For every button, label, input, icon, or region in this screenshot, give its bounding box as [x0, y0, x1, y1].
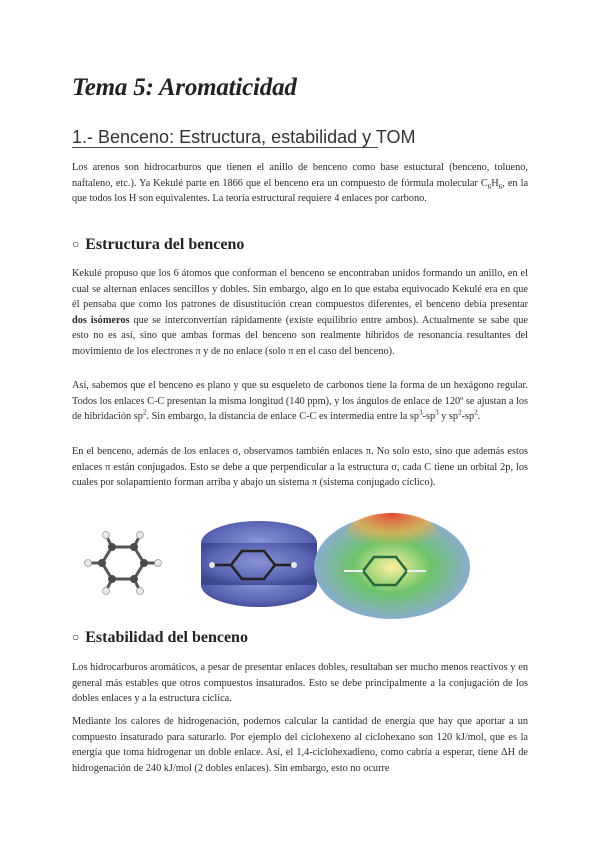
stability-paragraph-2: Mediante los calores de hidrogenación, podemos calcular la cantidad de energía que hay que aportar a un compuesto insaturado para saturarlo. Por ejemplo del ciclohexeno al ciclohexano son 120 kJ/mol, que es la energía que toma hidrogenar un doble enlace. Así, el 1,4-ciclohexadieno, como cabría a esperar, tiene ΔH de hidrogenación de 240 kJ/mol (2 dobles enlaces). Sin embargo, esto no ocurre — [72, 716, 528, 774]
subheading-estructura: ○ Estructura del benceno — [72, 236, 245, 253]
benzene-figures — [72, 513, 528, 623]
page-title: Tema 5: Aromaticidad — [72, 74, 297, 101]
benzene-pi-cloud-model — [201, 521, 317, 607]
circle-bullet-icon: ○ — [72, 630, 80, 644]
benzene-ball-stick-model — [85, 532, 162, 595]
circle-bullet-icon: ○ — [72, 237, 80, 251]
structure-paragraph-2: Así, sabemos que el benceno es plano y que su esqueleto de carbonos tiene la forma de un hexágono regular. Todos los enlaces C-C presentan la misma longitud (140 ppm), y los ángulos de enlace de 120º se ajustan a los de hibridación $sp^2$. Sin embargo, la distancia de enlace C-C es intermedia entre la $sp^3-sp^3$ y $sp^2-sp^2$. — [72, 380, 528, 423]
section-heading-benceno: 1.- Benceno: Estructura, estabilidad y TOM — [72, 127, 416, 147]
benzene-electrostatic-map — [314, 513, 470, 619]
subheading-estabilidad: ○ Estabilidad del benceno — [72, 629, 248, 646]
structure-paragraph-1: Kekulé propuso que los 6 átomos que conforman el benceno se encontraban unidos formando un anillo, en el cual se alternan enlaces sencillos y dobles. Sin embargo, algo en lo que estaba equivocado Kekulé era en que él pensaba que como los patrones de disustitución crean compuestos diferentes, el benceno debía presentar dos isómeros que se interconvertían rápidamente (existe equilibrio entre ambos). Actualmente se sabe que esto no es así, sino que ambas formas del benceno son realmente híbridos de resonancia resultantes del movimiento de los electrones π y de no enlace (solo π en el caso del benceno). — [72, 268, 528, 357]
structure-paragraph-3: En el benceno, además de los enlaces σ, observamos también enlaces π. No solo esto, sino que además estos enlaces π están conjugados. Esto se debe a que perpendicular a la estructura σ, cada C tiene un orbital 2p, los cuales por solapamiento forman arriba y abajo un sistema π (sistema conjugado cíclico). — [72, 446, 528, 489]
bold-term: dos isómeros — [72, 314, 130, 326]
heading-underline — [72, 147, 378, 148]
intro-paragraph: Los arenos son hidrocarburos que tienen el anillo de benceno como base estuctural (benceno, tolueno, naftaleno, etc.). Ya Kekulé parte en 1866 que el benceno era un compuesto de fórmula molecular $C_6H_6$, en la que todos los H son equivalentes. La teoría estructural requiere 4 enlaces por carbono. — [72, 162, 529, 205]
stability-paragraph-1: Los hidrocarburos aromáticos, a pesar de presentar enlaces dobles, resultaban ser mucho menos reactivos y en general más estables que otros compuestos insaturados. Esto se debe principalmente a la conjugación de los dobles enlaces y a la estructura cíclica. — [72, 662, 528, 705]
